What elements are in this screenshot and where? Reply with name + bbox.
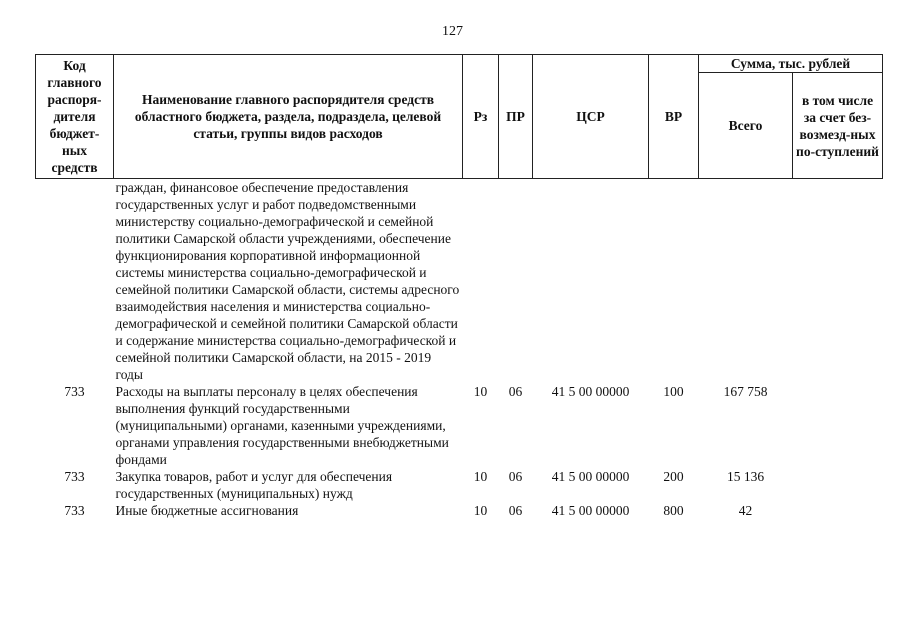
header-total: Всего [699,73,793,179]
cell-code: 733 [64,384,85,399]
cell-name: Закупка товаров, работ и услуг для обеспечения государственных (муниципальных) нужд [115,469,393,501]
header-rz: Рз [463,55,499,179]
cell-pr [499,179,533,384]
cell-code: 733 [64,503,85,518]
budget-table [35,54,883,519]
cell-csr: 41 5 00 00000 [551,503,630,518]
cell-csr [533,179,649,384]
cell-total [699,179,793,384]
cell-free [793,468,883,502]
cell-pr: 06 [508,384,523,399]
cell-rz: 10 [473,384,488,399]
header-vr: ВР [649,55,699,179]
cell-pr: 06 [508,469,523,484]
cell-name: Расходы на выплаты персоналу в целях обеспечения выполнения функций государственными (муниципальными) органами, казенными учреждениями, органами управления государственными внебюджетными фондами [115,384,449,467]
cell-name: Иные бюджетные ассигнования [115,503,299,518]
cell-rz [463,179,499,384]
header-sum-group: Сумма, тыс. рублей [699,55,883,73]
cell-free [793,383,883,468]
table-row [36,383,883,468]
table-row [36,179,883,384]
table-header [36,55,883,179]
cell-free [793,502,883,519]
header-csr: ЦСР [533,55,649,179]
cell-csr: 41 5 00 00000 [551,469,630,484]
page-number: 127 [442,24,463,39]
cell-total: 167 758 [723,384,768,399]
cell-rz: 10 [473,469,488,484]
cell-name: граждан, финансовое обеспечение предоставления государственных услуг и работ подведомственными министерству социально-демографической и семейной политики Самарской области учреждениями, обеспечение функционирования корпоративной информационной системы министерства социально-демографической и семейной политики Самарской области, системы адресного взаимодействия населения и министерства социально-демографической и семейной политики Самарской области и содержание министерства социально-демографической и семейной политики Самарской области, на 2015 - 2019 годы [115,180,460,382]
table-row [36,502,883,519]
cell-pr: 06 [508,503,523,518]
header-incl-free: в том числе за счет без-возмезд-ных по-ступлений [793,73,883,179]
cell-rz: 10 [473,503,488,518]
header-pr: ПР [499,55,533,179]
cell-free [793,179,883,384]
cell-vr: 800 [663,503,684,518]
cell-vr: 100 [663,384,684,399]
header-name: Наименование главного распорядителя средств областного бюджета, раздела, подраздела, целевой статьи, группы видов расходов [114,55,463,179]
cell-total: 15 136 [726,469,765,484]
cell-code [36,179,114,384]
cell-vr: 200 [663,469,684,484]
table-row [36,468,883,502]
cell-total: 42 [738,503,753,518]
cell-vr [649,179,699,384]
cell-code: 733 [64,469,85,484]
header-code: Код главного распоря-дителя бюджет-ных средств [36,55,114,179]
cell-csr: 41 5 00 00000 [551,384,630,399]
